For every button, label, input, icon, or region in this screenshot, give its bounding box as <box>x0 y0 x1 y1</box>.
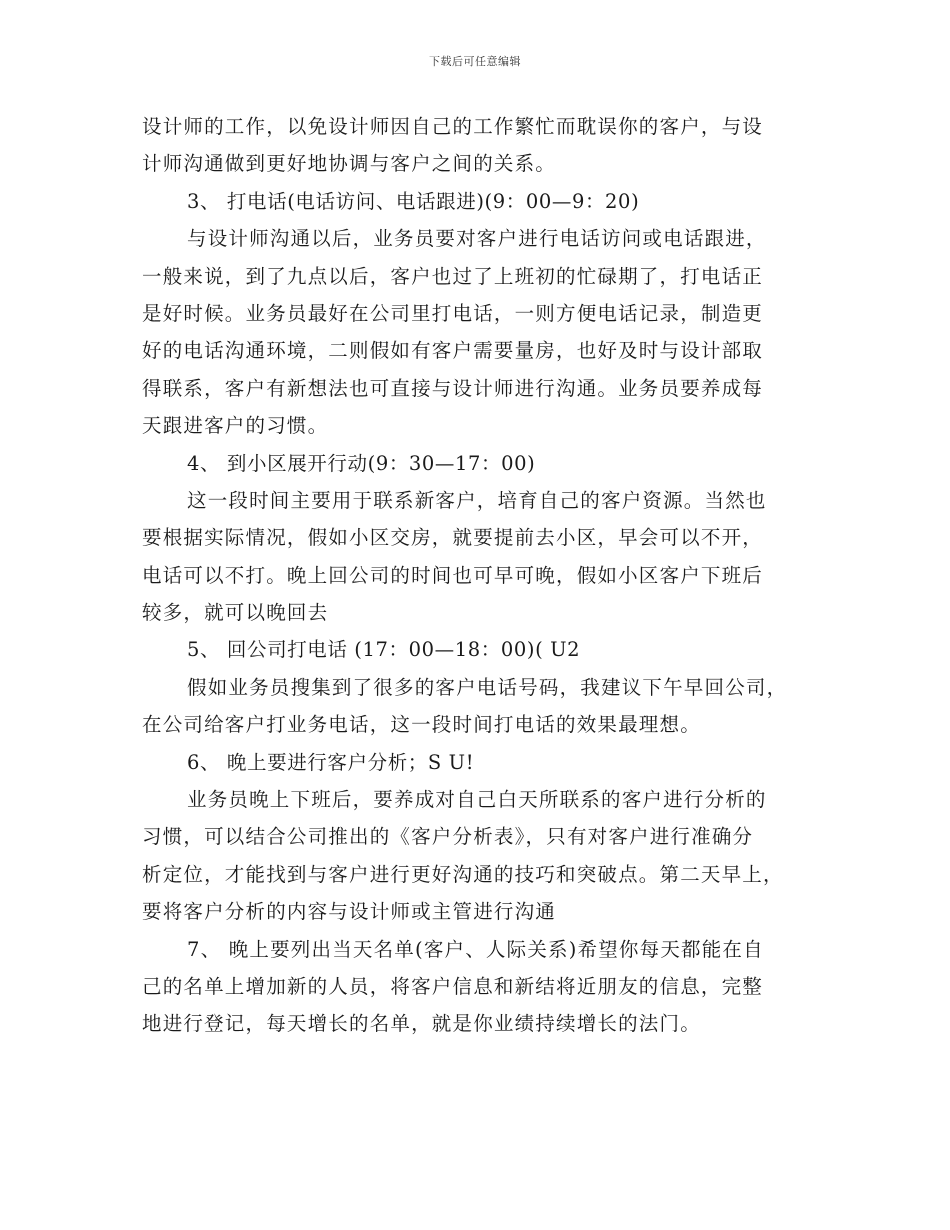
text-line: 电话可以不打。晚上回公司的时间也可早可晚，假如小区客户下班后 <box>142 563 764 587</box>
section-heading: 6、 晚上要进行客户分析；S U! <box>187 750 475 774</box>
page-header: 下载后可任意编辑 <box>429 55 521 68</box>
section-heading: 5、 回公司打电话 (17：00—18：00)( U2 <box>187 638 581 662</box>
text-line: 与设计师沟通以后，业务员要对客户进行电话访问或电话跟进， <box>187 227 767 251</box>
text-line: 地进行登记，每天增长的名单，就是你业绩持续增长的法门。 <box>142 1012 701 1036</box>
text-line: 设计师的工作，以免设计师因自己的工作繁忙而耽误你的客户，与设 <box>142 115 764 138</box>
text-line: 析定位，才能找到与客户进行更好沟通的技巧和突破点。第二天早上， <box>142 862 784 886</box>
text-line: 得联系，客户有新想法也可直接与设计师进行沟通。业务员要养成每 <box>142 376 764 400</box>
text-line: 较多，就可以晚回去 <box>142 601 329 625</box>
text-line: 己的名单上增加新的人员，将客户信息和新结将近朋友的信息，完整 <box>142 974 764 998</box>
text-line: 要根据实际情况，假如小区交房，就要提前去小区，早会可以不开， <box>142 526 764 550</box>
text-line: 是好时候。业务员最好在公司里打电话，一则方便电话记录，制造更 <box>142 301 764 325</box>
text-line: 业务员晚上下班后，要养成对自己白天所联系的客户进行分析的 <box>187 788 767 812</box>
text-line: 习惯，可以结合公司推出的《客户分析表》，只有对客户进行准确分 <box>142 825 754 849</box>
text-line: 7、 晚上要列出当天名单(客户、人际关系)希望你每天都能在自 <box>187 937 764 961</box>
text-line: 假如业务员搜集到了很多的客户电话号码，我建议下午早回公司， <box>187 675 788 699</box>
text-line: 天跟进客户的习惯。 <box>142 414 329 438</box>
text-line: 这一段时间主要用于联系新客户，培育自己的客户资源。当然也 <box>187 488 767 512</box>
text-line: 好的电话沟通环境，二则假如有客户需要量房，也好及时与设计部取 <box>142 339 764 363</box>
section-heading: 3、 打电话(电话访问、电话跟进)(9：00—9：20) <box>187 189 640 213</box>
text-line: 要将客户分析的内容与设计师或主管进行沟通 <box>142 900 557 924</box>
document-body <box>142 108 808 1043</box>
section-heading: 4、 到小区展开行动(9：30—17：00) <box>187 451 536 475</box>
text-line: 计师沟通做到更好地协调与客户之间的关系。 <box>142 152 557 176</box>
text-line: 一般来说，到了九点以后，客户也过了上班初的忙碌期了，打电话正 <box>142 264 764 288</box>
text-line: 在公司给客户打业务电话，这一段时间打电话的效果最理想。 <box>142 713 701 737</box>
